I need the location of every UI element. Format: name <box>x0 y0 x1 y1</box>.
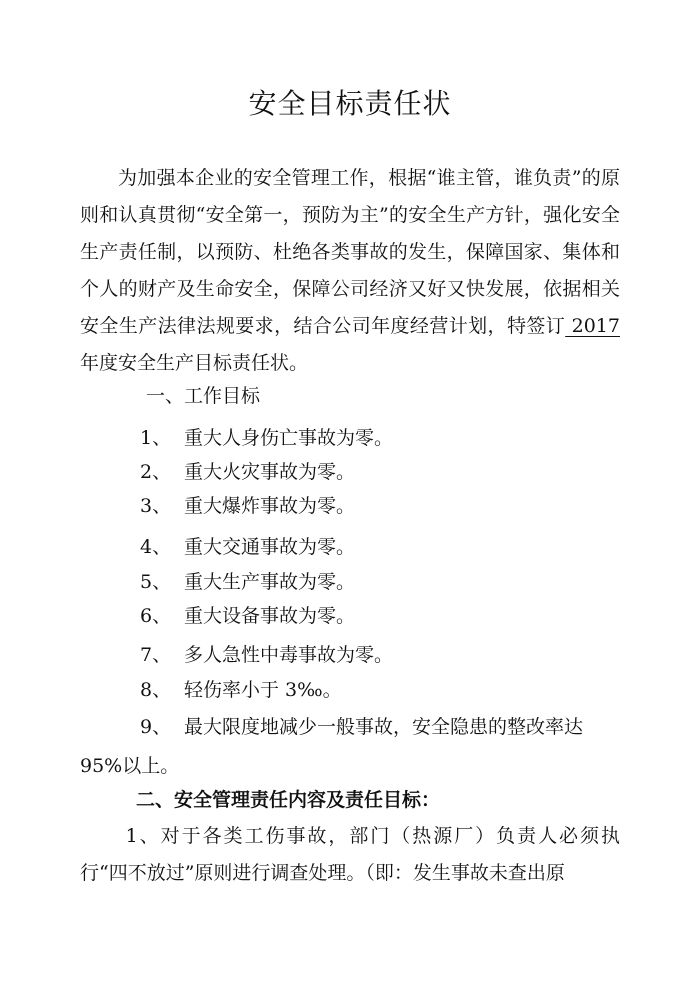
goal-number: 2、 <box>140 461 172 483</box>
section-heading-responsibilities: 二、安全管理责任内容及责任目标： <box>136 789 441 811</box>
goal-item <box>140 422 393 454</box>
goal-item <box>140 531 355 563</box>
goal-number: 9、 <box>140 716 172 738</box>
goal-text: 多人急性中毒事故为零。 <box>184 644 394 666</box>
goal-number: 4、 <box>140 536 172 558</box>
goal-text: 重大人身伤亡事故为零。 <box>184 427 394 449</box>
goal-text: 轻伤率小于 3‰。 <box>184 679 342 701</box>
goal-item <box>140 490 355 522</box>
intro-year: 2017 <box>565 315 620 337</box>
goal-number: 7、 <box>140 644 172 666</box>
intro-paragraph <box>80 160 620 382</box>
goal-text: 最大限度地减少一般事故，安全隐患的整改率达 95%以上。 <box>80 716 584 777</box>
goal-text: 重大火灾事故为零。 <box>184 461 356 483</box>
goal-number: 8、 <box>140 679 172 701</box>
goal-number: 1、 <box>140 427 172 449</box>
goal-item <box>140 639 393 671</box>
goal-number: 5、 <box>140 571 172 593</box>
goal-item <box>140 674 342 706</box>
goal-text: 重大交通事故为零。 <box>184 536 356 558</box>
goal-item <box>140 456 355 488</box>
intro-text-before-year: 为加强本企业的安全管理工作，根据“谁主管，谁负责”的原则和认真贯彻“安全第一，预防为主”的安全生产方针，强化安全生产责任制，以预防、杜绝各类事故的发生，保障国家、集体和个人的财产及生命安全，保障公司经济又好又快发展，依据相关安全生产法律法规要求，结合公司年度经营计划，特签订 <box>80 167 620 337</box>
goal-item-wrapped <box>80 708 620 786</box>
goal-item <box>140 600 355 632</box>
document-title: 安全目标责任状 <box>248 87 452 120</box>
goal-text: 重大爆炸事故为零。 <box>184 495 356 517</box>
goal-text: 重大设备事故为零。 <box>184 605 356 627</box>
goal-text: 重大生产事故为零。 <box>184 571 356 593</box>
goal-item <box>140 566 355 598</box>
responsibility-paragraph: 1、对于各类工伤事故，部门（热源厂）负责人必须执行“四不放过”原则进行调查处理。（即：发生事故未查出原 <box>80 825 620 884</box>
goal-number: 6、 <box>140 605 172 627</box>
goal-number: 3、 <box>140 495 172 517</box>
section-heading-work-goals: 一、工作目标 <box>146 385 261 407</box>
intro-text-after-year: 年度安全生产目标责任状。 <box>80 352 309 374</box>
